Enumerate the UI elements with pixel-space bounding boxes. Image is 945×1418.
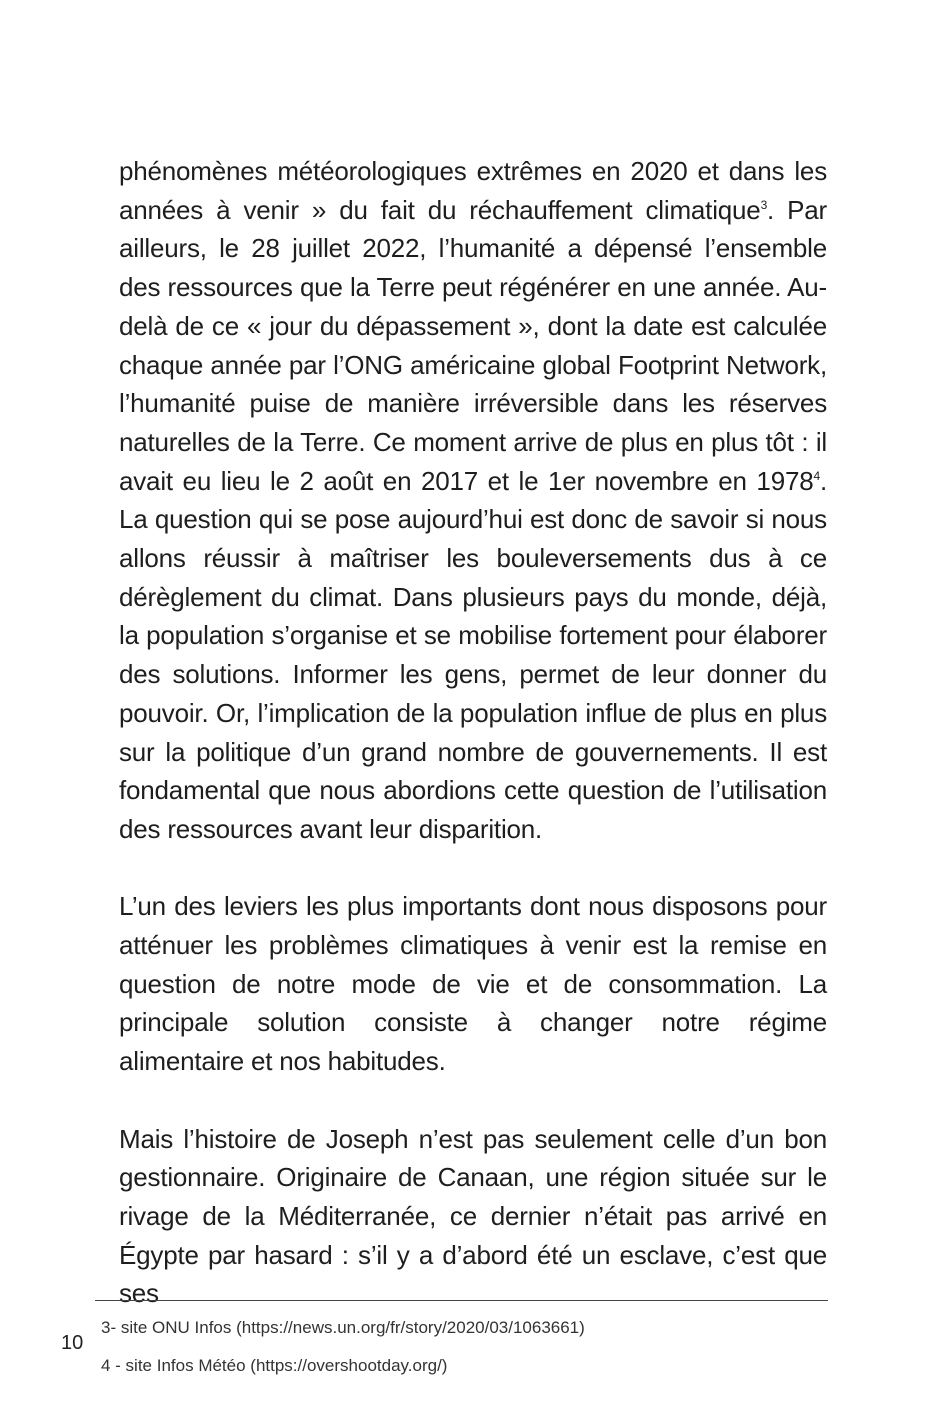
paragraph [119, 152, 827, 849]
footnote-3: 3- site ONU Infos (https://news.un.org/fr/story/2020/03/1063661) [101, 1318, 585, 1337]
paragraph [119, 887, 827, 1081]
body-text [119, 152, 827, 1313]
paragraph-text: Mais l’histoire de Joseph n’est pas seulement celle d’un bon gestionnaire. Originaire de Canaan, une région située sur le rivage de la Méditerranée, ce dernier n’était pas arrivé en Égypte par hasard : s’il y a d’abord été un esclave, c’est que ses [119, 1123, 827, 1309]
paragraph-text: phénomènes météorologiques extrêmes en 2020 et dans les années à venir » du fait du réchauffement climatique [119, 156, 827, 225]
footnote-4: 4 - site Infos Météo (https://overshootday.org/) [101, 1356, 448, 1375]
footnote-ref-3[interactable]: 3 [760, 197, 768, 212]
paragraph-text: L’un des leviers les plus importants dont nous disposons pour atténuer les problèmes climatiques à venir est la remise en question de notre mode de vie et de consommation. La principale solution consiste à changer notre régime alimentaire et nos habitudes. [119, 891, 827, 1077]
page-number: 10 [61, 1332, 84, 1354]
paragraph [119, 1120, 827, 1314]
footnote-divider [95, 1300, 828, 1301]
paragraph-text: . Par ailleurs, le 28 juillet 2022, l’humanité a dépensé l’ensemble des ressources que la Terre peut régénérer en une année. Au-delà de ce « jour du dépassement », dont la date est calculée chaque année par l’ONG américaine global Footprint Network, l’humanité puise de manière irréversible dans les réserves naturelles de la Terre. Ce moment arrive de plus en plus tôt : il avait eu lieu le 2 août en 2017 et le 1er novembre en 1978 [119, 194, 827, 496]
footnotes [101, 1315, 821, 1379]
paragraph-text: . La question qui se pose aujourd’hui est donc de savoir si nous allons réussir à maîtriser les bouleversements dus à ce dérèglement du climat. Dans plusieurs pays du monde, déjà, la population s’organise et se mobilise fortement pour élaborer des solutions. Informer les gens, permet de leur donner du pouvoir. Or, l’implication de la population influe de plus en plus sur la politique d’un grand nombre de gouvernements. Il est fondamental que nous abordions cette question de l’utilisation des ressources avant leur disparition. [119, 465, 827, 844]
footnote-ref-4[interactable]: 4 [813, 468, 820, 483]
